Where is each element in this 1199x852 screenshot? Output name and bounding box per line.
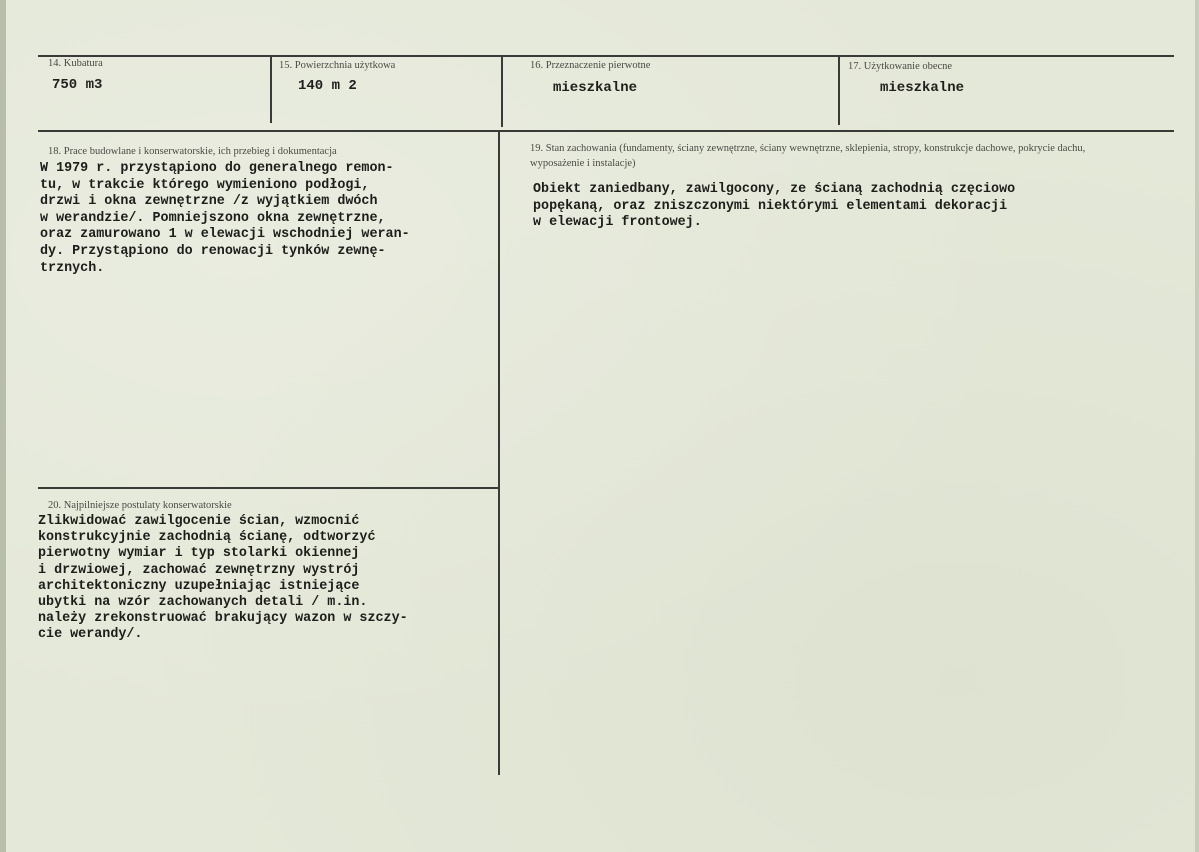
- text-line: trznych.: [40, 260, 105, 276]
- field-18-text: [40, 161, 410, 277]
- field-15-value: 140 m 2: [298, 78, 357, 94]
- field-17-value: mieszkalne: [880, 80, 965, 96]
- main-divider: [498, 130, 500, 775]
- field-19-label: 19. Stan zachowania (fundamenty, ściany zewnętrzne, ściany wewnętrzne, sklepienia, stropy, konstrukcje dachowe, pokrycie dachu, wyposażenie i instalacje): [530, 143, 1086, 169]
- text-line: w werandzie/. Pomniejszono okna zewnętrzne,: [40, 210, 386, 226]
- text-line: Zlikwidować zawilgocenie ścian, wzmocnić: [38, 514, 360, 529]
- field-20-text: [38, 514, 408, 644]
- field-17-label: 17. Użytkowanie obecne: [848, 61, 953, 72]
- text-line: cie werandy/.: [38, 627, 143, 643]
- card-left-edge: [0, 0, 6, 852]
- text-line: w elewacji frontowej.: [533, 215, 702, 231]
- field-14-label: 14. Kubatura: [48, 58, 103, 69]
- field-14-value: 750 m3: [52, 77, 103, 93]
- field-16-label: 16. Przeznaczenie pierwotne: [530, 60, 651, 71]
- field-16-value: mieszkalne: [553, 80, 638, 96]
- field-19-text: [533, 182, 1015, 232]
- field-15-label: 15. Powierzchnia użytkowa: [279, 60, 396, 71]
- text-line: oraz zamurowano 1 w elewacji wschodniej weran-: [40, 227, 410, 243]
- top-rule: [38, 55, 1174, 57]
- section-20-rule: [38, 487, 499, 489]
- divider-15-16: [501, 55, 503, 127]
- text-line: należy zrekonstruować brakujący wazon w szczy-: [38, 611, 408, 627]
- text-line: drzwi i okna zewnętrzne /z wyjątkiem dwóch: [40, 194, 378, 210]
- divider-16-17: [838, 55, 840, 125]
- text-line: Obiekt zaniedbany, zawilgocony, ze ścianą zachodnią częciowo: [533, 182, 1016, 197]
- text-line: i drzwiowej, zachować zewnętrzny wystrój: [38, 562, 360, 578]
- text-line: ubytki na wzór zachowanych detali / m.in.: [38, 595, 368, 611]
- text-line: W 1979 r. przystąpiono do generalnego remon-: [40, 161, 394, 176]
- text-line: dy. Przystąpiono do renowacji tynków zewnę-: [40, 243, 386, 259]
- second-rule: [38, 130, 1174, 132]
- field-20-label: 20. Najpilniejsze postulaty konserwatorskie: [48, 500, 232, 511]
- card-right-edge: [1195, 0, 1199, 852]
- divider-14-15: [270, 55, 272, 123]
- text-line: konstrukcyjnie zachodnią ścianę, odtworzyć: [38, 530, 376, 546]
- text-line: popękaną, oraz zniszczonymi niektórymi elementami dekoracji: [533, 198, 1008, 214]
- text-line: architektoniczny uzupełniając istniejące: [38, 578, 360, 594]
- text-line: pierwotny wymiar i typ stolarki okiennej: [38, 546, 360, 562]
- text-line: tu, w trakcie którego wymieniono podłogi,: [40, 177, 370, 193]
- field-18-label: 18. Prace budowlane i konserwatorskie, ich przebieg i dokumentacja: [48, 146, 337, 157]
